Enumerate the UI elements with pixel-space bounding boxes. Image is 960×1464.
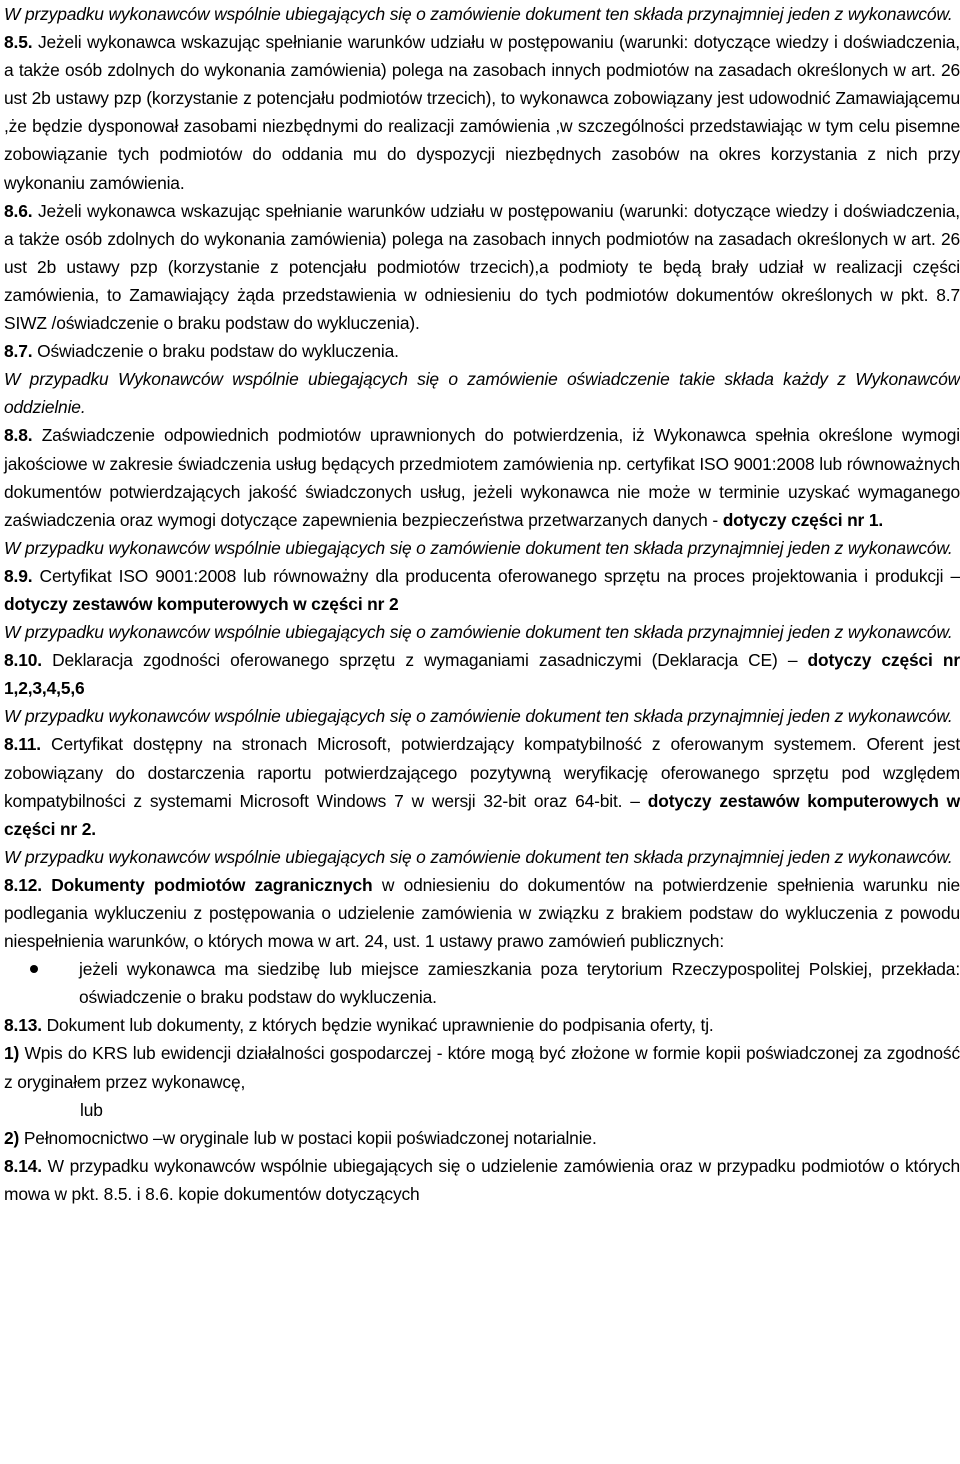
list-item-text: jeżeli wykonawca ma siedzibę lub miejsce zamieszkania poza terytorium Rzeczypospolitej Polskiej, przekłada: oświadczenie o braku podstaw do wykluczenia. bbox=[79, 959, 960, 1008]
section-number: 8.8. bbox=[4, 425, 33, 446]
section-scope: dotyczy części nr 1. bbox=[722, 509, 884, 530]
section-text: W przypadku wykonawców wspólnie ubiegających się o udzielenie zamówienia oraz w przypadku podmiotów o których mowa w pkt. 8.5. i 8.6. kopie dokumentów dotyczących bbox=[4, 1155, 960, 1204]
section-number: 8.7. bbox=[4, 341, 33, 362]
section-scope: dotyczy zestawów komputerowych w części nr 2 bbox=[4, 593, 399, 614]
consortium-note: W przypadku wykonawców wspólnie ubiegających się o zamówienie dokument ten składa przynajmniej jeden z wykonawców. bbox=[4, 846, 953, 867]
section-number: 8.11. bbox=[4, 734, 41, 755]
alternative-or: lub bbox=[80, 1099, 103, 1120]
section-text: Jeżeli wykonawca wskazując spełnianie warunków udziału w postępowaniu (warunki: dotyczące wiedzy i doświadczenia, a także osób zdolnych do wykonania zamówienia) polega na zasobach innych podmiotów na zasadach określonych w art. 26 ust 2b ustawy pzp (korzystanie z potencjału podmiotów trzecich),a podmioty te będą brały udział w realizacji części zamówienia, to Zamawiający żąda przedstawienia w odniesieniu do tych podmiotów dokumentów określonych w pkt. 8.7 SIWZ /oświadczenie o braku podstaw do wykluczenia). bbox=[4, 200, 960, 334]
section-text: Certyfikat dostępny na stronach Microsoft, potwierdzający kompatybilność z oferowanym systemem. Oferent jest zobowiązany do dostarczenia raportu potwierdzającego pozytywną weryfikację oferowanego sprzętu pod względem kompatybilności z systemami Microsoft Windows 7 w wersji 32-bit oraz 64-bit. – bbox=[4, 734, 960, 811]
list-item bbox=[79, 955, 960, 1011]
section-8-5 bbox=[4, 28, 960, 197]
item-number: 1) bbox=[4, 1043, 20, 1064]
section-8-8 bbox=[4, 421, 960, 533]
item-text: Wpis do KRS lub ewidencji działalności gospodarczej - które mogą być złożone w formie kopii poświadczonej za zgodność z oryginałem przez wykonawcę, bbox=[4, 1043, 960, 1092]
section-8-9 bbox=[4, 562, 960, 618]
section-text: Oświadczenie o braku podstaw do wykluczenia. bbox=[32, 341, 399, 362]
section-scope: dotyczy części nr 1,2,3,4,5,6 bbox=[4, 650, 960, 699]
item-1 bbox=[4, 1039, 960, 1095]
consortium-note: W przypadku Wykonawców wspólnie ubiegających się o zamówienie oświadczenie takie składa każdy z Wykonawców oddzielnie. bbox=[4, 369, 960, 418]
section-scope: dotyczy zestawów komputerowych w części nr 2. bbox=[4, 790, 960, 839]
section-8-12 bbox=[4, 871, 960, 955]
section-8-6 bbox=[4, 197, 960, 337]
bullet-list bbox=[4, 955, 960, 1011]
consortium-note: W przypadku wykonawców wspólnie ubiegających się o zamówienie dokument ten składa przynajmniej jeden z wykonawców. bbox=[4, 622, 953, 643]
section-number: 8.12. bbox=[4, 874, 42, 895]
section-text: Jeżeli wykonawca wskazując spełnianie warunków udziału w postępowaniu (warunki: dotyczące wiedzy i doświadczenia, a także osób zdolnych do wykonania zamówienia) polega na zasobach innych podmiotów na zasadach określonych w art. 26 ust 2b ustawy pzp (korzystanie z potencjału podmiotów trzecich), to wykonawca zobowiązany jest udowodnić Zamawiającemu ,że będzie dysponował zasobami niezbędnymi do realizacji zamówienia ,w szczególności przedstawiając w tym celu pisemne zobowiązanie tych podmiotów do oddania mu do dyspozycji niezbędnych zasobów na okres korzystania z nich przy wykonaniu zamówienia. bbox=[4, 32, 960, 193]
section-text: Deklaracja zgodności oferowanego sprzętu z wymaganiami zasadniczymi (Deklaracja CE) – bbox=[41, 650, 808, 671]
section-number: 8.5. bbox=[4, 32, 33, 53]
consortium-note: W przypadku wykonawców wspólnie ubiegających się o zamówienie dokument ten składa przynajmniej jeden z wykonawców. bbox=[4, 537, 953, 558]
consortium-note-top: W przypadku wykonawców wspólnie ubiegających się o zamówienie dokument ten składa przynajmniej jeden z wykonawców. bbox=[4, 4, 953, 24]
section-text: w odniesieniu do dokumentów na potwierdzenie spełnienia warunku nie podlegania wykluczeniu z postępowania o udzielenie zamówienia w związku z brakiem podstaw do wykluczenia z powodu niespełnienia warunków, o których mowa w art. 24, ust. 1 ustawy prawo zamówień publicznych: bbox=[4, 874, 960, 952]
section-heading: Dokumenty podmiotów zagranicznych bbox=[41, 874, 373, 895]
section-number: 8.10. bbox=[4, 650, 42, 671]
section-text: Zaświadczenie odpowiednich podmiotów uprawnionych do potwierdzenia, iż Wykonawca spełnia określone wymogi jakościowe w zakresie świadczenia usług będących przedmiotem zamówienia np. certyfikat ISO 9001:2008 lub równoważnych dokumentów potwierdzających jakość świadczonych usług, jeżeli wykonawca nie może w terminie uzyskać wymaganego zaświadczenia oraz wymogi dotyczące zapewnienia bezpieczeństwa przetwarzanych danych - bbox=[4, 425, 960, 530]
section-8-14 bbox=[4, 1152, 960, 1208]
item-2 bbox=[4, 1124, 960, 1152]
section-8-11 bbox=[4, 730, 960, 842]
consortium-note: W przypadku wykonawców wspólnie ubiegających się o zamówienie dokument ten składa przynajmniej jeden z wykonawców. bbox=[4, 706, 953, 727]
section-8-7 bbox=[4, 337, 960, 365]
section-text: Certyfikat ISO 9001:2008 lub równoważny dla producenta oferowanego sprzętu na proces projektowania i produkcji – bbox=[32, 565, 960, 586]
section-number: 8.13. bbox=[4, 1015, 42, 1036]
section-number: 8.9. bbox=[4, 565, 33, 586]
section-8-13 bbox=[4, 1011, 960, 1039]
section-number: 8.6. bbox=[4, 200, 33, 221]
item-number: 2) bbox=[4, 1127, 20, 1148]
item-text: Pełnomocnictwo –w oryginale lub w postaci kopii poświadczonej notarialnie. bbox=[19, 1127, 597, 1148]
section-text: Dokument lub dokumenty, z których będzie wynikać uprawnienie do podpisania oferty, tj. bbox=[41, 1015, 714, 1036]
section-number: 8.14. bbox=[4, 1155, 42, 1176]
section-8-10 bbox=[4, 646, 960, 702]
bullet-icon bbox=[30, 965, 38, 973]
